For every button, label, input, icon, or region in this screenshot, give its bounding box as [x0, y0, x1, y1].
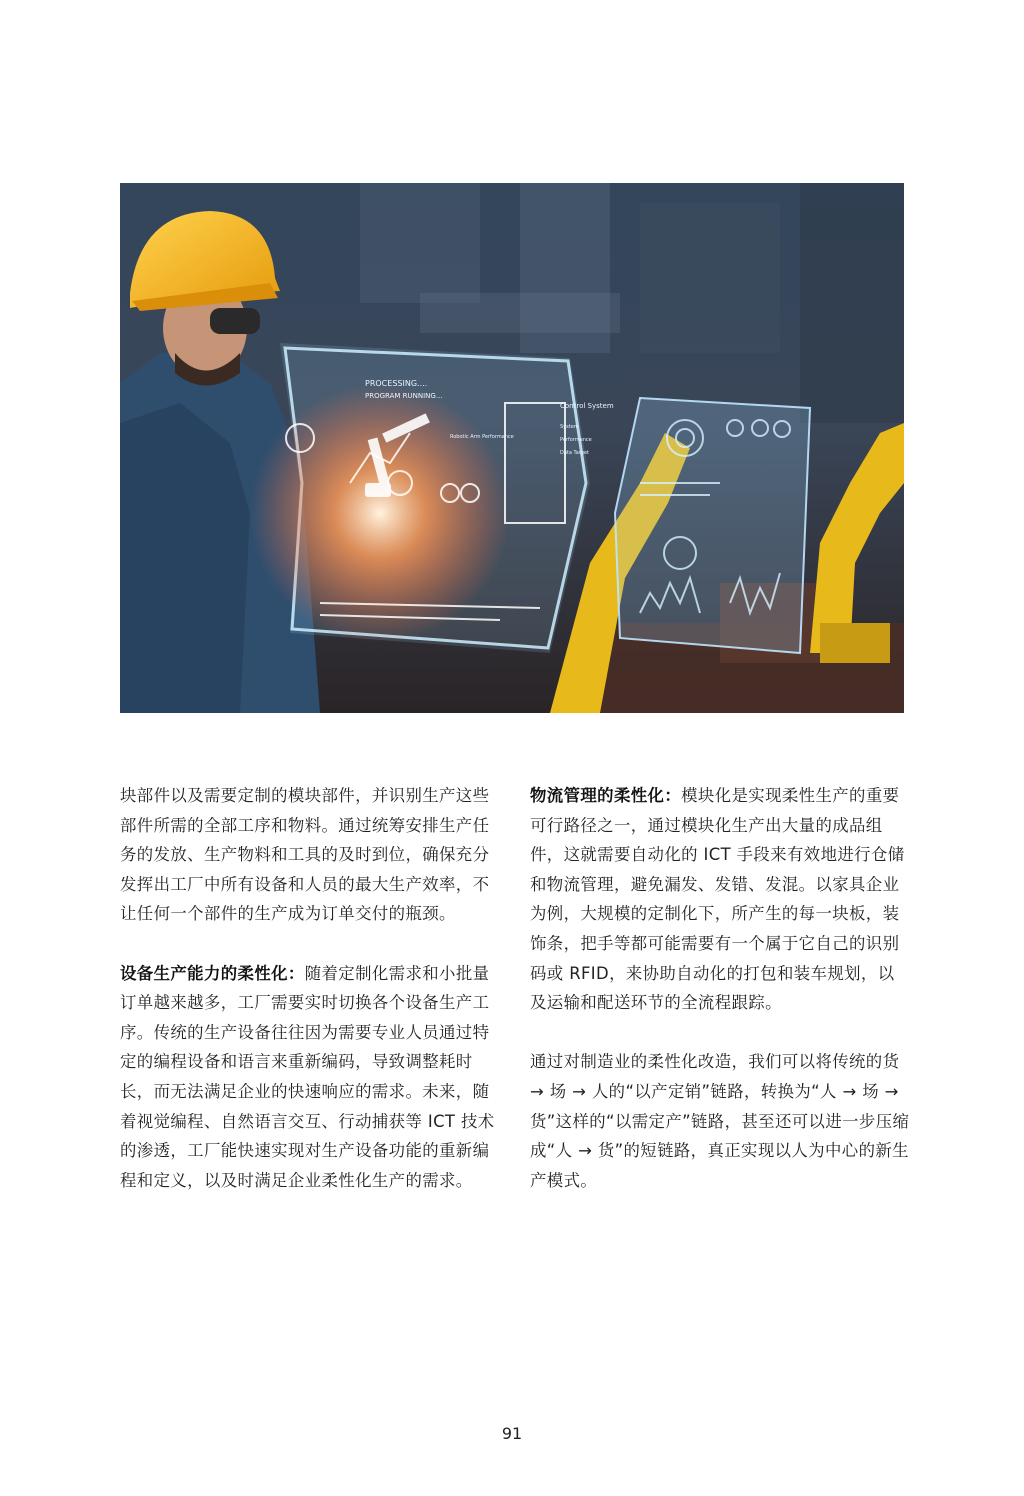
panel-heading: Robotic Arm Performance: [450, 434, 514, 440]
left-column: [120, 781, 500, 1195]
panel-title: Control System: [560, 402, 614, 410]
paragraph: 块部件以及需要定制的模块部件，并识别生产这些部件所需的全部工序和物料。通过统筹安排生产任务的发放、生产物料和工具的及时到位，确保充分发挥出工厂中所有设备和人员的最大生产效率，不让任何一个部件的生产成为订单交付的瓶颈。: [120, 786, 490, 924]
paragraph-body: 随着定制化需求和小批量订单越来越多，工厂需要实时切换各个设备生产工序。传统的生产设备往往因为需要专业人员通过特定的编程设备和语言来重新编码，导致调整耗时长，而无法满足企业的快速响应的需求。未来，随着视觉编程、自然语言交互、行动捕获等 ICT 技术的渗透，工厂能快速实现对生产设备功能的重新编程和定义，以及时满足企业柔性化生产的需求。: [120, 963, 495, 1190]
page-number: 91: [501, 1424, 523, 1443]
paragraph: [120, 959, 500, 1196]
panel-item: Data Target: [560, 450, 589, 456]
paragraph: [530, 781, 910, 1018]
factory-hologram-illustration: [120, 183, 904, 713]
paragraph-body: 模块化是实现柔性生产的重要可行路径之一，通过模块化生产出大量的成品组件，这就需要自动化的 ICT 手段来有效地进行仓储和物流管理，避免漏发、发错、发混。以家具企业为例，大规模的定制化下，所产生的每一块板，装饰条，把手等都可能需要有一个属于它自己的识别码或 RFID，来协助自动化的打包和装车规划，以及运输和配送环节的全流程跟踪。: [530, 786, 905, 1013]
panel-item: System: [560, 424, 579, 430]
screen-title: PROCESSING....: [365, 379, 428, 388]
header-photo: [120, 183, 904, 713]
right-column: [530, 781, 910, 1195]
paragraph-heading: 物流管理的柔性化：: [530, 786, 682, 805]
paragraph: 通过对制造业的柔性化改造，我们可以将传统的货 → 场 → 人的“以产定销”链路，转换为“人 → 场 → 货”这样的“以需定产”链路，甚至还可以进一步压缩成“人 → 货”的短链路，真正实现以人为中心的新生产模式。: [530, 1052, 910, 1190]
screen-subtitle: PROGRAM RUNNING...: [365, 392, 443, 400]
paragraph-heading: 设备生产能力的柔性化：: [120, 963, 305, 983]
panel-item: Performance: [560, 437, 592, 443]
